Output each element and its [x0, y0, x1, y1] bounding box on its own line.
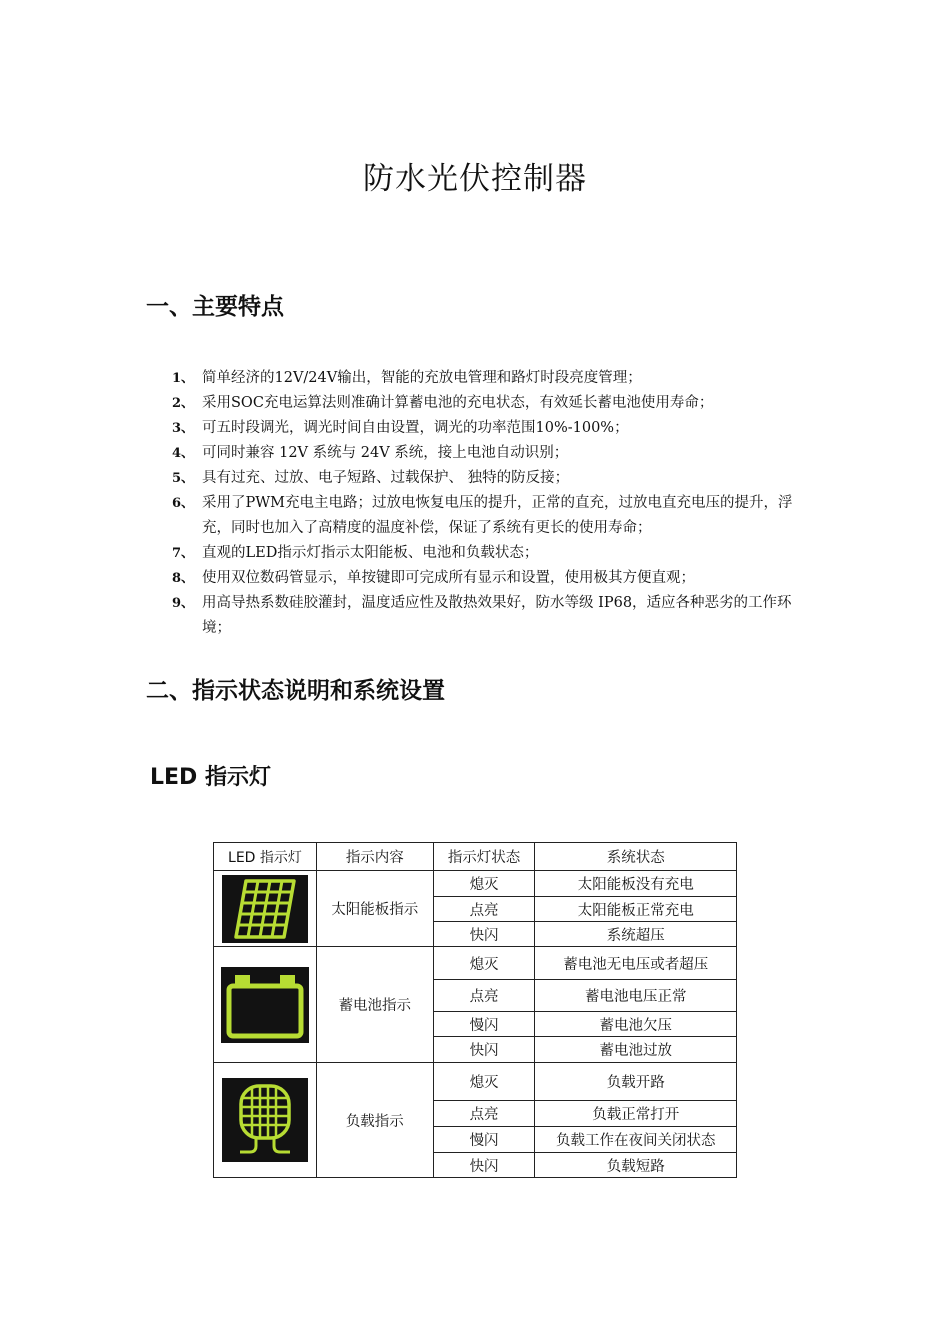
subheading-led: LED 指示灯: [150, 765, 271, 790]
list-item: [172, 466, 812, 491]
system-status: 蓄电池无电压或者超压: [535, 947, 737, 980]
list-item: [172, 541, 812, 566]
item-text: 可同时兼容 12V 系统与 24V 系统，接上电池自动识别；: [202, 445, 569, 461]
table-row: [214, 871, 737, 897]
item-number: 7、: [172, 546, 195, 561]
list-item: [172, 591, 812, 641]
led-state: 点亮: [433, 980, 535, 1012]
item-number: 6、: [172, 496, 195, 511]
led-state: 熄灭: [433, 871, 535, 897]
column-header: 指示内容: [316, 843, 433, 871]
list-item: [172, 416, 812, 441]
system-status: 太阳能板正常充电: [535, 897, 737, 922]
led-state: 快闪: [433, 1037, 535, 1063]
column-header: 指示灯状态: [433, 843, 535, 871]
section-heading-indicators: 二、指示状态说明和系统设置: [146, 678, 445, 704]
led-state: 快闪: [433, 1153, 535, 1178]
led-state: 慢闪: [433, 1012, 535, 1037]
led-state: 熄灭: [433, 947, 535, 980]
icon-cell: [214, 871, 317, 947]
item-number: 9、: [172, 596, 195, 611]
system-status: 蓄电池欠压: [535, 1012, 737, 1037]
indicator-label: 太阳能板指示: [316, 871, 433, 947]
led-state: 快闪: [433, 922, 535, 947]
system-status: 负载正常打开: [535, 1101, 737, 1127]
list-item: [172, 566, 812, 591]
item-number: 1、: [172, 371, 195, 386]
system-status: 太阳能板没有充电: [535, 871, 737, 897]
system-status: 负载工作在夜间关闭状态: [535, 1127, 737, 1153]
system-status: 蓄电池过放: [535, 1037, 737, 1063]
led-state: 点亮: [433, 1101, 535, 1127]
system-status: 系统超压: [535, 922, 737, 947]
item-number: 3、: [172, 421, 195, 436]
item-text: 采用了PWM充电主电路；过放电恢复电压的提升，正常的直充，过放电直充电压的提升，浮充，同时也加入了高精度的温度补偿，保证了系统有更长的使用寿命；: [202, 495, 793, 536]
system-status: 负载开路: [535, 1063, 737, 1101]
led-indicator-table: [213, 842, 737, 1178]
system-status: 负载短路: [535, 1153, 737, 1178]
list-item: [172, 491, 812, 541]
page-title: 防水光伏控制器: [363, 161, 587, 197]
item-number: 2、: [172, 396, 195, 411]
indicator-label: 负载指示: [316, 1063, 433, 1178]
table-row: [214, 947, 737, 980]
solar-panel-icon: [222, 875, 308, 943]
icon-cell: [214, 1063, 317, 1178]
list-item: [172, 441, 812, 466]
item-text: 采用SOC充电运算法则准确计算蓄电池的充电状态，有效延长蓄电池使用寿命；: [202, 395, 714, 411]
item-text: 具有过充、过放、电子短路、过载保护、 独特的防反接；: [202, 470, 570, 486]
icon-cell: [214, 947, 317, 1063]
battery-icon: [221, 967, 309, 1043]
item-text: 直观的LED指示灯指示太阳能板、电池和负载状态；: [202, 545, 539, 561]
led-state: 点亮: [433, 897, 535, 922]
item-number: 5、: [172, 471, 195, 486]
column-header: 系统状态: [535, 843, 737, 871]
item-text: 可五时段调光，调光时间自由设置，调光的功率范围10%-100%；: [202, 420, 629, 436]
section-heading-features: 一、主要特点: [146, 294, 284, 320]
item-text: 用高导热系数硅胶灌封，温度适应性及散热效果好，防水等级 IP68，适应各种恶劣的工作环境；: [202, 595, 792, 636]
item-number: 4、: [172, 446, 195, 461]
feature-list: [172, 366, 812, 641]
item-text: 简单经济的12V/24V输出，智能的充放电管理和路灯时段亮度管理；: [202, 370, 642, 386]
indicator-label: 蓄电池指示: [316, 947, 433, 1063]
item-text: 使用双位数码管显示，单按键即可完成所有显示和设置，使用极其方便直观；: [202, 570, 695, 586]
table-row: [214, 1063, 737, 1101]
table-header-row: [214, 843, 737, 871]
column-header: LED 指示灯: [214, 843, 317, 871]
item-number: 8、: [172, 571, 195, 586]
led-state: 熄灭: [433, 1063, 535, 1101]
load-lamp-icon: [222, 1078, 308, 1162]
system-status: 蓄电池电压正常: [535, 980, 737, 1012]
led-state: 慢闪: [433, 1127, 535, 1153]
list-item: [172, 391, 812, 416]
list-item: [172, 366, 812, 391]
